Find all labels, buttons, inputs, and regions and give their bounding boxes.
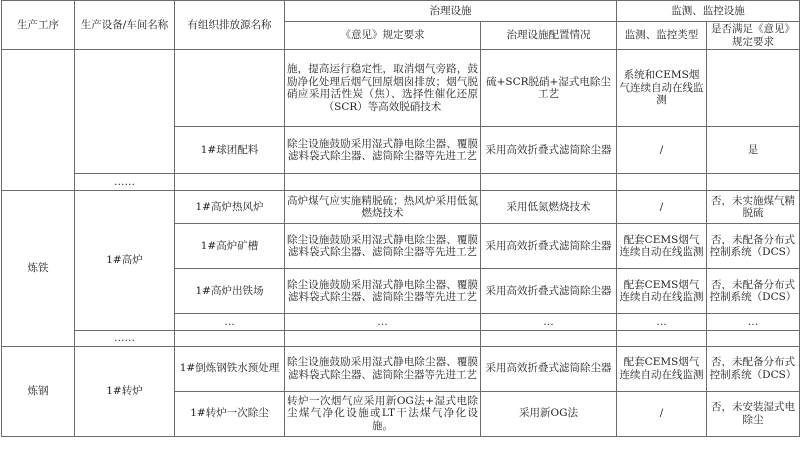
monitor-cell-empty: [617, 174, 707, 191]
header-opinion-requirement: 《意见》规定要求: [285, 22, 481, 50]
config-cell: 采用低氮燃烧技术: [481, 191, 617, 224]
requirement-cell: 高炉煤气应实施精脱硫；热风炉采用低氮燃烧技术: [285, 191, 481, 224]
requirement-cell: 除尘设施鼓励采用湿式静电除尘器、覆膜滤料袋式除尘器、滤筒除尘器等先进工艺: [285, 269, 481, 314]
meets-cell: 否，未安装湿式电除尘: [707, 391, 800, 436]
config-cell: 采用高效折叠式滤筒除尘器: [481, 224, 617, 269]
requirement-cell: 除尘设施鼓励采用湿式静电除尘器、覆膜滤料袋式除尘器、滤筒除尘器等先进工艺: [285, 346, 481, 391]
config-cell: 硫+SCR脱硝+湿式电除尘工艺: [481, 50, 617, 127]
header-monitor-type: 监测、监控类型: [617, 22, 707, 50]
header-meets-requirement: 是否满足《意见》规定要求: [707, 22, 800, 50]
config-cell-empty: [481, 174, 617, 191]
requirement-cell-empty: [285, 331, 481, 347]
header-governance: 治理设施: [285, 1, 617, 22]
process-cell: 炼钢: [2, 346, 75, 436]
header-row: [2, 1, 800, 22]
meets-cell-empty: [707, 331, 800, 347]
source-cell: 1#倒炼钢铁水预处理: [175, 346, 285, 391]
header-equipment: 生产设备/车间名称: [75, 1, 175, 50]
meets-cell: 否，未配备分布式控制系统（DCS）: [707, 346, 800, 391]
header-config-status: 治理设施配置情况: [481, 22, 617, 50]
requirement-cell: 转炉一次烟气应采用新OG法+湿式电除尘煤气净化设施或LT干法煤气净化设施。: [285, 391, 481, 436]
requirement-cell: 除尘设施鼓励采用湿式静电除尘器、覆膜滤料袋式除尘器、滤筒除尘器等先进工艺: [285, 224, 481, 269]
monitor-cell-empty: [617, 331, 707, 347]
source-cell: 1#球团配料: [175, 127, 285, 174]
table-row: [2, 331, 800, 347]
meets-cell: [707, 50, 800, 127]
monitor-cell: …: [617, 314, 707, 331]
meets-cell: 否，未配备分布式控制系统（DCS）: [707, 269, 800, 314]
process-cell: 炼铁: [2, 191, 75, 347]
config-cell: 采用高效折叠式滤筒除尘器: [481, 269, 617, 314]
source-cell-empty: [175, 331, 285, 347]
table-row: [2, 191, 800, 224]
header-monitoring: 监测、监控设施: [617, 1, 800, 22]
requirement-cell: 除尘设施鼓励采用湿式静电除尘器、覆膜滤料袋式除尘器、滤筒除尘器等先进工艺: [285, 127, 481, 174]
requirement-cell: …: [285, 314, 481, 331]
equipment-cell: ……: [75, 331, 175, 347]
monitor-cell: /: [617, 191, 707, 224]
meets-cell: 否，未配备分布式控制系统（DCS）: [707, 224, 800, 269]
monitor-cell: 配套CEMS烟气连续自动在线监测: [617, 224, 707, 269]
header-source: 有组织排放源名称: [175, 1, 285, 50]
monitor-cell: /: [617, 127, 707, 174]
meets-cell: 否，未实施煤气精脱硫: [707, 191, 800, 224]
meets-cell-empty: [707, 174, 800, 191]
equipment-cell-empty: [75, 50, 175, 174]
process-cell-empty: [2, 50, 75, 191]
source-cell: 1#高炉出铁场: [175, 269, 285, 314]
meets-cell: …: [707, 314, 800, 331]
source-cell: 1#高炉热风炉: [175, 191, 285, 224]
equipment-cell: ……: [75, 174, 175, 191]
equipment-cell: 1#转炉: [75, 346, 175, 436]
table-row: [2, 174, 800, 191]
monitor-cell: 配套CEMS烟气连续自动在线监测: [617, 269, 707, 314]
source-cell-empty: [175, 174, 285, 191]
meets-cell: 是: [707, 127, 800, 174]
table-row: [2, 50, 800, 127]
monitor-cell: 配套CEMS烟气连续自动在线监测: [617, 346, 707, 391]
config-cell: 采用高效折叠式滤筒除尘器: [481, 346, 617, 391]
requirement-cell: 施，提高运行稳定性，取消烟气旁路，鼓励净化处理后烟气回原烟囱排放；烟气脱硝应采用活性炭（焦）、选择性催化还原（SCR）等高效脱硝技术: [285, 50, 481, 127]
config-cell: 采用新OG法: [481, 391, 617, 436]
monitor-cell: 系统和CEMS烟气连续自动在线监测: [617, 50, 707, 127]
source-cell: 1#高炉矿槽: [175, 224, 285, 269]
source-cell: …: [175, 314, 285, 331]
config-cell: 采用高效折叠式滤筒除尘器: [481, 127, 617, 174]
requirement-cell-empty: [285, 174, 481, 191]
source-cell: 1#转炉一次除尘: [175, 391, 285, 436]
monitor-cell: /: [617, 391, 707, 436]
config-cell: …: [481, 314, 617, 331]
equipment-cell: 1#高炉: [75, 191, 175, 331]
header-process: 生产工序: [2, 1, 75, 50]
config-cell-empty: [481, 331, 617, 347]
source-cell-empty: [175, 50, 285, 127]
table-row: [2, 346, 800, 391]
emission-control-table: [1, 0, 800, 437]
